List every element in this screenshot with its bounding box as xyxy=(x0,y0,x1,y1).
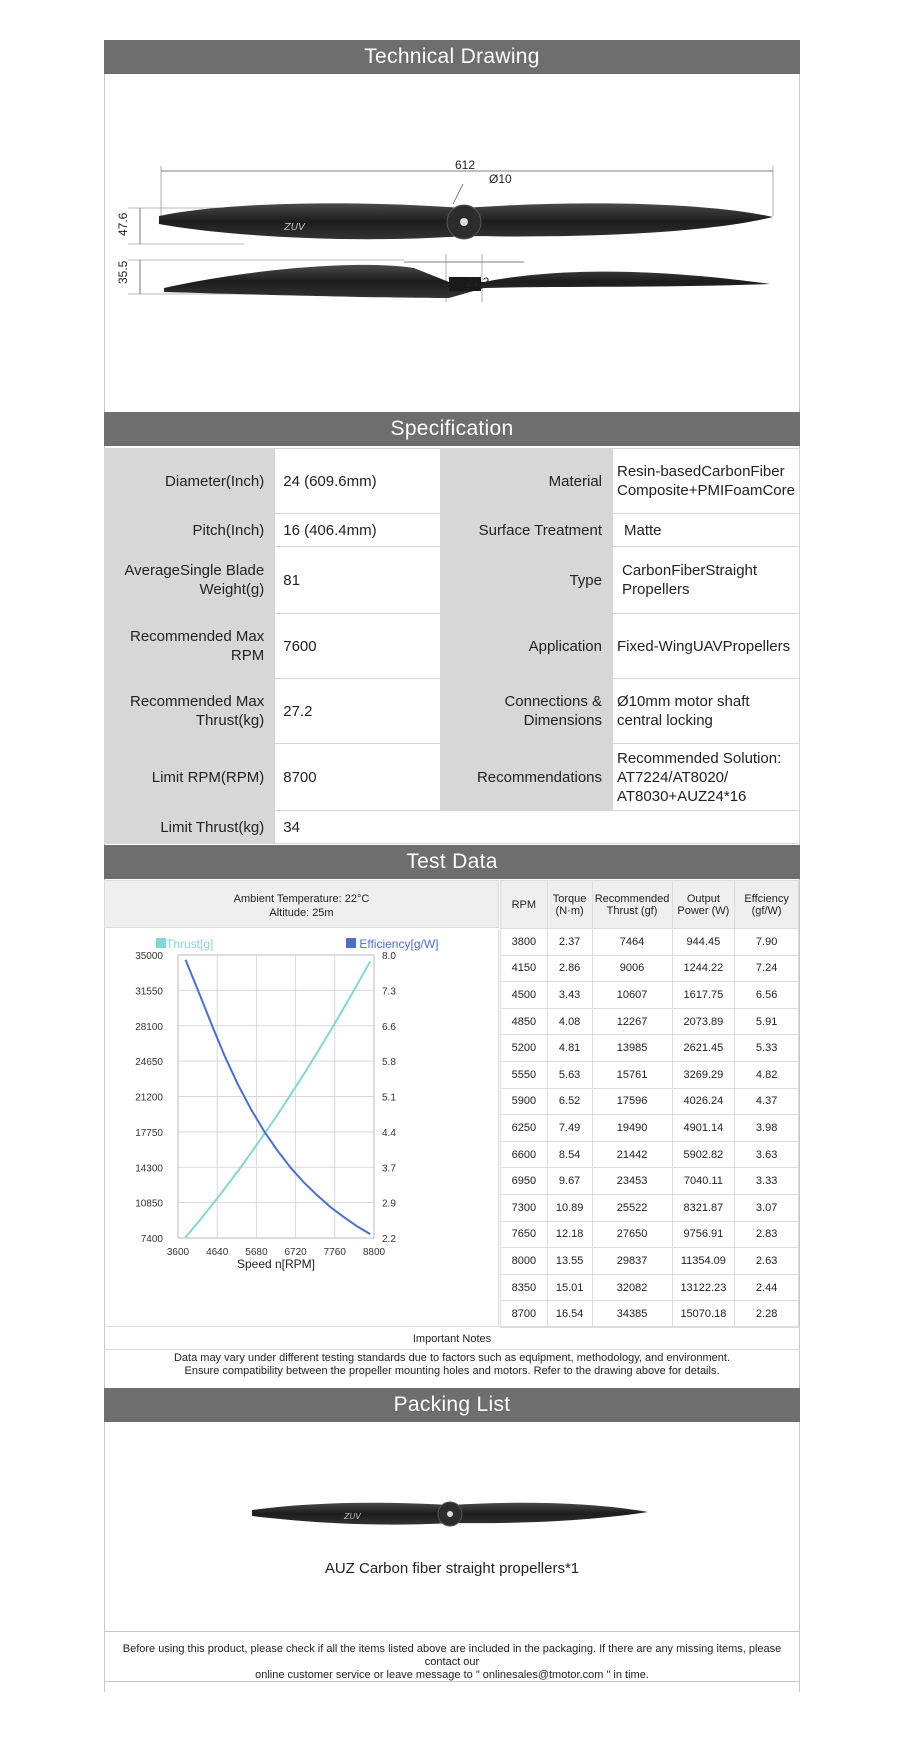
table-cell: 23453 xyxy=(592,1168,672,1195)
legend-swatch-thrust xyxy=(156,938,166,948)
table-header-row xyxy=(501,881,799,929)
y-right-tick-label: 5.1 xyxy=(382,1092,396,1104)
table-row xyxy=(501,955,799,982)
table-row xyxy=(501,1301,799,1328)
altitude: Altitude: 25m xyxy=(269,907,334,919)
spec-value: 24 (609.6mm) xyxy=(275,449,440,514)
x-tick-label: 7760 xyxy=(323,1247,346,1258)
test-data-table xyxy=(500,880,799,1328)
hub-thickness-label: 21.2 xyxy=(466,275,490,289)
table-cell: 6250 xyxy=(501,1115,548,1142)
table-cell: 7.90 xyxy=(735,929,799,956)
thrust-efficiency-chart xyxy=(104,929,499,1325)
table-cell: 8000 xyxy=(501,1248,548,1275)
spec-value: Matte xyxy=(613,514,800,547)
table-cell: 9006 xyxy=(592,955,672,982)
spec-label: Limit RPM(RPM) xyxy=(105,744,275,811)
table-cell: 21442 xyxy=(592,1141,672,1168)
table-cell: 3269.29 xyxy=(672,1061,735,1088)
x-tick-label: 8800 xyxy=(362,1247,386,1258)
y-left-tick-label: 35000 xyxy=(135,951,163,962)
spec-label: Application xyxy=(440,614,612,679)
spec-value: Recommended Solution: AT7224/AT8020/ AT8030+AUZ24*16 xyxy=(613,744,800,811)
table-cell: 7.49 xyxy=(547,1115,592,1142)
col-header: Torque (N·m) xyxy=(547,881,592,929)
table-cell: 7040.11 xyxy=(672,1168,735,1195)
spec-label: Pitch(Inch) xyxy=(105,514,275,547)
table-row xyxy=(501,1274,799,1301)
ambient-temperature: Ambient Temperature: 22°C xyxy=(233,893,370,905)
legend-efficiency xyxy=(346,937,438,951)
table-row xyxy=(501,1008,799,1035)
table-cell: 16.54 xyxy=(547,1301,592,1328)
table-cell: 4.81 xyxy=(547,1035,592,1062)
table-cell: 5.91 xyxy=(735,1008,799,1035)
table-row xyxy=(501,1194,799,1221)
table-cell: 15.01 xyxy=(547,1274,592,1301)
x-tick-label: 3600 xyxy=(166,1247,190,1258)
spec-row xyxy=(105,679,800,744)
y-left-tick-label: 17750 xyxy=(135,1127,163,1139)
test-conditions xyxy=(104,880,499,928)
spec-label: Recommendations xyxy=(440,744,612,811)
spec-value: 27.2 xyxy=(275,679,440,744)
y-right-tick-label: 8.0 xyxy=(382,951,396,962)
spec-value: Resin-basedCarbonFiber Composite+PMIFoamCore xyxy=(613,449,800,514)
table-cell: 7300 xyxy=(501,1194,548,1221)
y-right-tick-label: 2.2 xyxy=(382,1234,396,1245)
table-cell: 12267 xyxy=(592,1008,672,1035)
table-cell: 6.52 xyxy=(547,1088,592,1115)
spec-row xyxy=(105,514,800,547)
table-cell: 3.98 xyxy=(735,1115,799,1142)
table-row xyxy=(501,1061,799,1088)
footer-line: online customer service or leave message to " onlinesales@tmotor.com " in time. xyxy=(255,1669,649,1681)
important-notes xyxy=(104,1352,800,1378)
spec-table xyxy=(104,448,800,844)
table-cell: 2073.89 xyxy=(672,1008,735,1035)
x-tick-label: 4640 xyxy=(206,1247,229,1258)
spec-label: Recommended Max Thrust(kg) xyxy=(105,679,275,744)
table-cell: 15070.18 xyxy=(672,1301,735,1328)
spec-value: 16 (406.4mm) xyxy=(275,514,440,547)
note-line: Ensure compatibility between the propeller mounting holes and motors. Refer to the drawing above for details. xyxy=(184,1365,720,1377)
blade-logo: ZUV xyxy=(344,1512,361,1521)
packing-footer-note xyxy=(104,1631,800,1682)
table-cell: 2.83 xyxy=(735,1221,799,1248)
table-cell: 9756.91 xyxy=(672,1221,735,1248)
table-cell: 4850 xyxy=(501,1008,548,1035)
table-cell: 7464 xyxy=(592,929,672,956)
table-row xyxy=(501,1088,799,1115)
y-right-tick-label: 5.8 xyxy=(382,1057,396,1069)
table-cell: 7.24 xyxy=(735,955,799,982)
table-cell: 29837 xyxy=(592,1248,672,1275)
table-cell: 13985 xyxy=(592,1035,672,1062)
table-cell: 11354.09 xyxy=(672,1248,735,1275)
table-cell: 15761 xyxy=(592,1061,672,1088)
table-cell: 34385 xyxy=(592,1301,672,1328)
legend-thrust-label: Thrust[g] xyxy=(166,937,214,951)
spec-row xyxy=(105,811,800,844)
spec-label: Surface Treatment xyxy=(440,514,612,547)
table-cell: 5.63 xyxy=(547,1061,592,1088)
spec-value: CarbonFiberStraight Propellers xyxy=(613,547,800,614)
table-cell: 4901.14 xyxy=(672,1115,735,1142)
table-cell: 4.82 xyxy=(735,1061,799,1088)
table-cell: 4.37 xyxy=(735,1088,799,1115)
spec-row xyxy=(105,744,800,811)
table-cell: 13.55 xyxy=(547,1248,592,1275)
chart-panel xyxy=(104,929,499,1325)
spec-value: 34 xyxy=(275,811,800,844)
test-data-header: Test Data xyxy=(104,845,800,879)
table-cell: 19490 xyxy=(592,1115,672,1142)
y-left-tick-label: 31550 xyxy=(135,986,163,998)
y-right-tick-label: 6.6 xyxy=(382,1021,396,1033)
col-header: RPM xyxy=(501,881,548,929)
table-row xyxy=(501,1141,799,1168)
table-cell: 6950 xyxy=(501,1168,548,1195)
table-cell: 6.56 xyxy=(735,982,799,1009)
table-cell: 3800 xyxy=(501,929,548,956)
blade-logo: ZUV xyxy=(284,222,306,233)
side-height-label: 35.5 xyxy=(116,260,130,284)
important-notes-title: Important Notes xyxy=(104,1326,800,1350)
spec-value: 81 xyxy=(275,547,440,614)
table-row xyxy=(501,1248,799,1275)
y-right-tick-label: 7.3 xyxy=(382,986,396,998)
packing-list-header: Packing List xyxy=(104,1388,800,1422)
spec-row xyxy=(105,449,800,514)
spec-label: Material xyxy=(440,449,612,514)
col-header: Recommended Thrust (gf) xyxy=(592,881,672,929)
table-cell: 2621.45 xyxy=(672,1035,735,1062)
table-cell: 1617.75 xyxy=(672,982,735,1009)
table-cell: 6600 xyxy=(501,1141,548,1168)
table-cell: 3.07 xyxy=(735,1194,799,1221)
table-cell: 5550 xyxy=(501,1061,548,1088)
table-cell: 17596 xyxy=(592,1088,672,1115)
propeller-photo xyxy=(250,1490,650,1540)
table-row xyxy=(501,1168,799,1195)
y-left-tick-label: 24650 xyxy=(135,1057,163,1069)
table-cell: 944.45 xyxy=(672,929,735,956)
table-row xyxy=(501,982,799,1009)
legend-thrust xyxy=(156,937,213,951)
table-cell: 4026.24 xyxy=(672,1088,735,1115)
table-cell: 3.33 xyxy=(735,1168,799,1195)
table-cell: 8.54 xyxy=(547,1141,592,1168)
y-right-tick-label: 4.4 xyxy=(382,1127,396,1139)
table-cell: 3.63 xyxy=(735,1141,799,1168)
table-cell: 5.33 xyxy=(735,1035,799,1062)
spec-label: Limit Thrust(kg) xyxy=(105,811,275,844)
spec-value: Fixed-WingUAVPropellers xyxy=(613,614,800,679)
table-cell: 5900 xyxy=(501,1088,548,1115)
table-cell: 2.86 xyxy=(547,955,592,982)
thrust-series-line xyxy=(186,961,371,1237)
table-cell: 9.67 xyxy=(547,1168,592,1195)
x-tick-label: 6720 xyxy=(284,1247,307,1258)
table-cell: 2.28 xyxy=(735,1301,799,1328)
table-cell: 5902.82 xyxy=(672,1141,735,1168)
table-cell: 25522 xyxy=(592,1194,672,1221)
col-header: Effciency (gf/W) xyxy=(735,881,799,929)
legend-swatch-efficiency xyxy=(346,938,356,948)
spec-label: Diameter(Inch) xyxy=(105,449,275,514)
spec-label: AverageSingle Blade Weight(g) xyxy=(105,547,275,614)
y-right-tick-label: 3.7 xyxy=(382,1163,396,1175)
specification-header: Specification xyxy=(104,412,800,446)
spec-row xyxy=(105,547,800,614)
spec-label: Recommended Max RPM xyxy=(105,614,275,679)
table-cell: 13122.23 xyxy=(672,1274,735,1301)
table-cell: 4500 xyxy=(501,982,548,1009)
spec-value: Ø10mm motor shaft central locking xyxy=(613,679,800,744)
table-cell: 8700 xyxy=(501,1301,548,1328)
y-left-tick-label: 10850 xyxy=(135,1198,163,1210)
table-row xyxy=(501,1115,799,1142)
table-row xyxy=(501,1221,799,1248)
table-cell: 2.37 xyxy=(547,929,592,956)
table-cell: 27650 xyxy=(592,1221,672,1248)
table-cell: 4150 xyxy=(501,955,548,982)
legend-efficiency-label: Efficiency[g/W] xyxy=(359,937,439,951)
table-cell: 12.18 xyxy=(547,1221,592,1248)
hub-diameter-label: Ø10 xyxy=(489,172,512,186)
spec-row xyxy=(105,614,800,679)
table-cell: 32082 xyxy=(592,1274,672,1301)
y-right-tick-label: 2.9 xyxy=(382,1198,396,1210)
footer-line: Before using this product, please check if all the items listed above are included in the packaging. If there are any missing items, please contact our xyxy=(122,1643,782,1668)
table-cell: 2.63 xyxy=(735,1248,799,1275)
y-left-tick-label: 21200 xyxy=(135,1092,163,1104)
blade-width-label: 47.6 xyxy=(116,212,130,236)
table-cell: 2.44 xyxy=(735,1274,799,1301)
packing-caption: AUZ Carbon fiber straight propellers*1 xyxy=(324,1560,580,1577)
col-header: Output Power (W) xyxy=(672,881,735,929)
length-label: 612 xyxy=(455,158,476,172)
table-cell: 8350 xyxy=(501,1274,548,1301)
x-axis-label: Speed n[RPM] xyxy=(236,1257,316,1271)
table-cell: 10.89 xyxy=(547,1194,592,1221)
table-cell: 4.08 xyxy=(547,1008,592,1035)
technical-drawing xyxy=(104,74,800,404)
spec-value: 7600 xyxy=(275,614,440,679)
table-cell: 1244.22 xyxy=(672,955,735,982)
table-row xyxy=(501,929,799,956)
y-left-tick-label: 28100 xyxy=(135,1021,163,1033)
note-line: Data may vary under different testing standards due to factors such as equipment, methodology, and environment. xyxy=(173,1352,731,1364)
x-tick-label: 5680 xyxy=(245,1247,268,1258)
table-cell: 10607 xyxy=(592,982,672,1009)
table-row xyxy=(501,1035,799,1062)
table-cell: 8321.87 xyxy=(672,1194,735,1221)
table-cell: 3.43 xyxy=(547,982,592,1009)
spec-label: Connections & Dimensions xyxy=(440,679,612,744)
table-cell: 5200 xyxy=(501,1035,548,1062)
table-cell: 7650 xyxy=(501,1221,548,1248)
y-left-tick-label: 7400 xyxy=(140,1234,163,1245)
spec-value: 8700 xyxy=(275,744,440,811)
technical-drawing-header: Technical Drawing xyxy=(104,40,800,74)
spec-label: Type xyxy=(440,547,612,614)
y-left-tick-label: 14300 xyxy=(135,1163,163,1175)
